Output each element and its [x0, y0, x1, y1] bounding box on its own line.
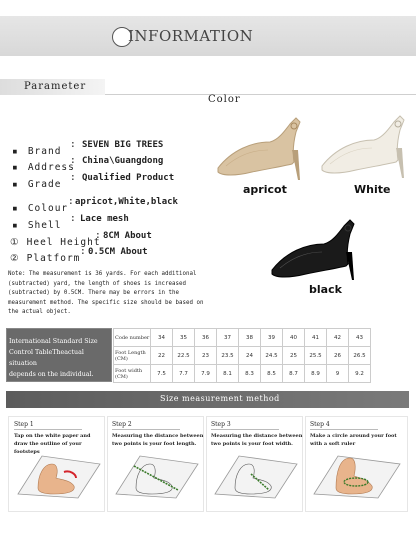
table-cell: 24	[239, 347, 261, 365]
table-cell: 7.7	[173, 365, 195, 383]
table-row	[114, 365, 371, 383]
step-title: Step 4	[310, 421, 330, 428]
parameter-label: Parameter	[24, 81, 87, 92]
step-desc: Measuring the distance between two points is your foot width.	[211, 433, 303, 447]
table-cell: 8.9	[305, 365, 327, 383]
spec-sep: :	[95, 230, 102, 241]
row-header: Code number	[114, 329, 151, 347]
table-cell: 24.5	[261, 347, 283, 365]
spec-sep: :	[70, 172, 77, 183]
measurement-note: Note: The measurement is 36 yards. For each additional (subtracted) yard, the length of shoes is increased (subtracted) by 0.5CM. There may be errors in the measurement method. The specific size should be based on the actual object.	[8, 271, 204, 315]
black-shoe-image	[268, 212, 358, 282]
spec-key: Colour	[27, 203, 69, 214]
foot-length-icon	[112, 450, 200, 500]
size-table	[113, 328, 371, 383]
step-title: Step 1	[14, 421, 34, 428]
foot-width-icon	[211, 450, 299, 500]
foot-outline-icon	[14, 450, 102, 500]
spec-value: Lace mesh	[80, 214, 129, 224]
color-heading: Color	[208, 94, 241, 105]
spec-key: Shell	[27, 220, 62, 231]
spec-value: 0.5CM About	[88, 247, 148, 257]
spec-bullet: ②	[10, 253, 20, 264]
step-desc: Make a circle around your foot with a soft ruler	[310, 433, 397, 447]
spec-sep: :	[70, 155, 77, 166]
table-cell: 8.5	[261, 365, 283, 383]
divider	[112, 429, 180, 430]
method-title: Size measurement method	[160, 394, 280, 403]
table-cell: 39	[261, 329, 283, 347]
row-header: Foot width (CM)	[114, 365, 151, 383]
table-cell: 9.2	[349, 365, 371, 383]
spec-value: China\Guangdong	[82, 156, 164, 166]
table-cell: 37	[217, 329, 239, 347]
table-cell: 26.5	[349, 347, 371, 365]
step-desc: Measuring the distance between two points is your foot length.	[112, 433, 204, 447]
step-title: Step 3	[211, 421, 231, 428]
spec-key: Platform	[26, 253, 81, 264]
row-header: Foot Length (CM)	[114, 347, 151, 365]
table-cell: 40	[283, 329, 305, 347]
divider	[211, 429, 279, 430]
table-cell: 8.7	[283, 365, 305, 383]
table-cell: 23.5	[217, 347, 239, 365]
spec-sep: :	[70, 213, 77, 224]
table-cell: 25.5	[305, 347, 327, 365]
divider	[105, 94, 416, 95]
table-cell: 7.5	[151, 365, 173, 383]
spec-sep: :	[68, 196, 75, 207]
table-row	[114, 347, 371, 365]
page-title: INFORMATION	[128, 27, 254, 45]
spec-value: Qualified Product	[82, 173, 175, 183]
foot-circumference-icon	[310, 450, 404, 500]
table-cell: 7.9	[195, 365, 217, 383]
table-cell: 41	[305, 329, 327, 347]
spec-key: Grade	[27, 179, 62, 190]
table-cell: 9	[327, 365, 349, 383]
table-cell: 36	[195, 329, 217, 347]
apricot-shoe-image	[212, 110, 312, 182]
table-cell: 42	[327, 329, 349, 347]
table-cell: 22	[151, 347, 173, 365]
spec-bullet: ▪	[12, 203, 19, 214]
spec-bullet: ▪	[12, 146, 19, 157]
spec-key: Address	[27, 162, 75, 173]
intro-line: International Standard Size	[9, 338, 98, 345]
spec-bullet: ▪	[12, 220, 19, 231]
table-row	[114, 329, 371, 347]
spec-row-grade	[12, 172, 61, 191]
spec-value: SEVEN BIG TREES	[82, 140, 164, 150]
step-desc: Tap on the white paper and draw the outline of your footsteps	[14, 433, 91, 455]
swatch-label-black: black	[309, 283, 342, 296]
table-cell: 43	[349, 329, 371, 347]
step-title: Step 2	[112, 421, 132, 428]
table-cell: 26	[327, 347, 349, 365]
spec-sep: :	[80, 246, 87, 257]
spec-key: Heel Height	[26, 237, 101, 248]
spec-sep: :	[70, 139, 77, 150]
spec-bullet: ▪	[12, 179, 19, 190]
size-table-intro	[9, 336, 113, 380]
swatch-label-white: White	[354, 183, 391, 196]
table-cell: 8.3	[239, 365, 261, 383]
swatch-label-apricot: apricot	[243, 183, 287, 196]
spec-row-platform	[10, 246, 80, 265]
spec-value: apricot,White,black	[75, 197, 178, 207]
table-cell: 34	[151, 329, 173, 347]
spec-bullet: ①	[10, 237, 20, 248]
white-shoe-image	[316, 108, 416, 180]
divider	[14, 429, 82, 430]
divider	[310, 429, 378, 430]
spec-key: Brand	[27, 146, 62, 157]
table-cell: 38	[239, 329, 261, 347]
intro-line: depends on the individual.	[9, 371, 94, 378]
intro-line: Control TableThеactual situation	[9, 349, 84, 367]
table-cell: 35	[173, 329, 195, 347]
table-cell: 23	[195, 347, 217, 365]
table-cell: 22.5	[173, 347, 195, 365]
spec-value: 8CM About	[103, 231, 152, 241]
table-cell: 25	[283, 347, 305, 365]
spec-bullet: ▪	[12, 162, 19, 173]
table-cell: 8.1	[217, 365, 239, 383]
